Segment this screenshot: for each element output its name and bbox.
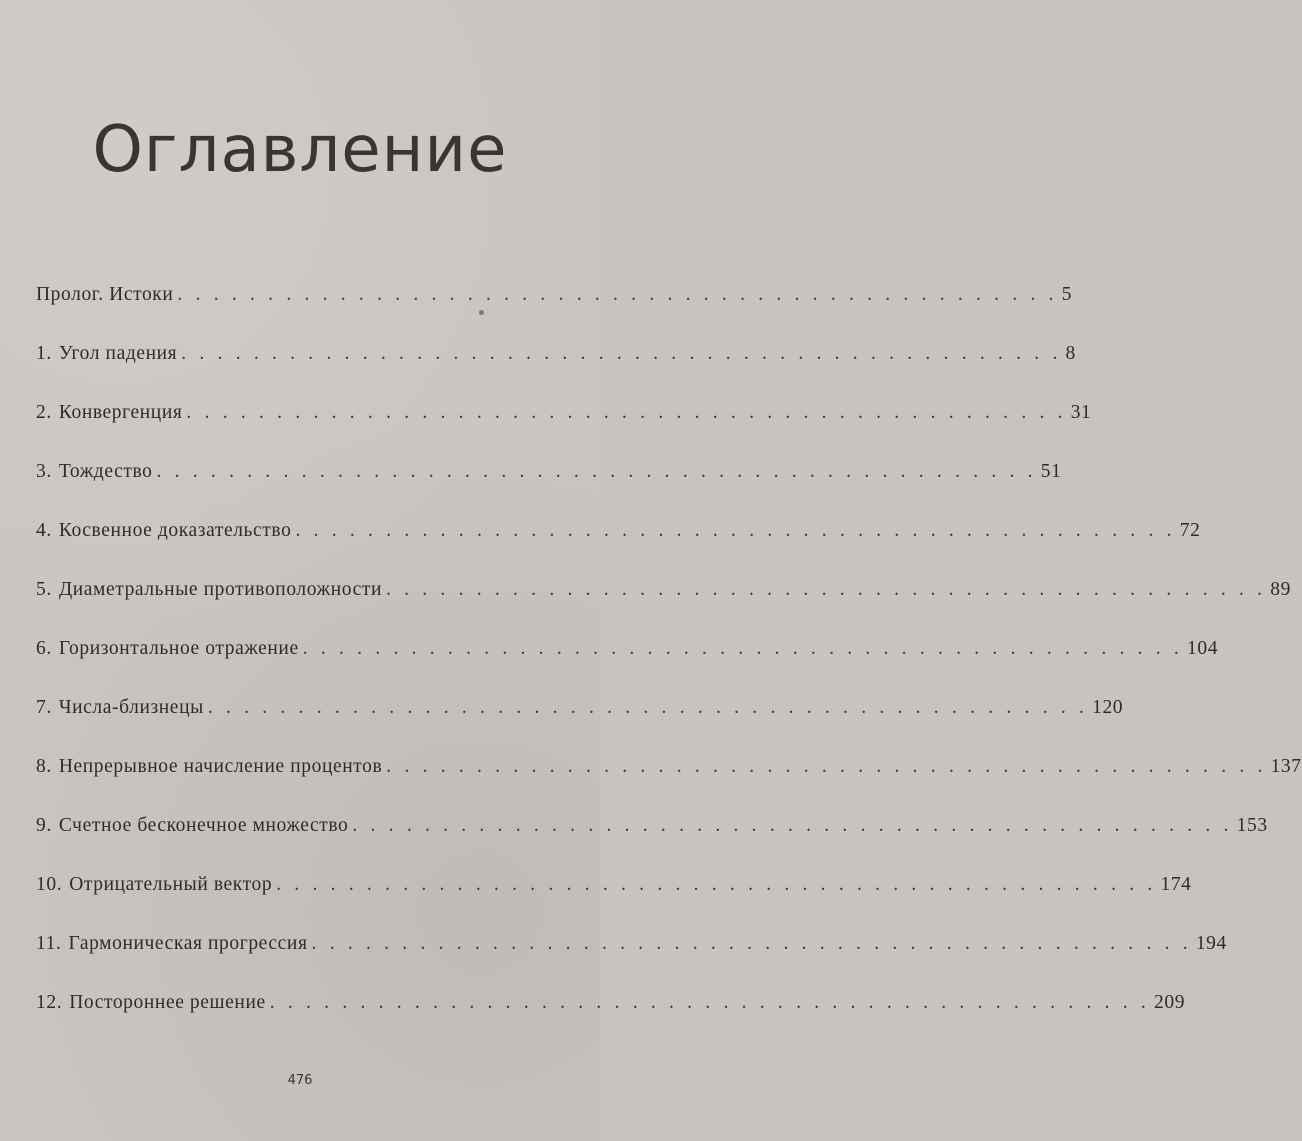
toc-entry-page: 209 <box>1154 992 1186 1013</box>
toc-entry-page: 51 <box>1040 461 1062 482</box>
toc-entry-label: Отрицательный вектор <box>69 874 273 895</box>
toc-entry-number: 5. <box>36 579 52 600</box>
toc-entry-page: 120 <box>1092 697 1124 718</box>
toc-entry-page: 31 <box>1070 402 1092 423</box>
toc-entry-number: 8. <box>36 756 52 777</box>
toc-entry-label: Диаметральные противоположности <box>58 579 382 600</box>
toc-entry-9[interactable] <box>36 811 1268 841</box>
dot-leader: . . . . . . . . . . . . . . . . . . . . . . . . . . . . . . . . . . . . . . . . . . . . . . . . . <box>276 874 1157 895</box>
toc-entry-label: Конвергенция <box>58 402 183 423</box>
toc-entry-12[interactable] <box>36 988 1186 1018</box>
toc-entry-label: Гармоническая прогрессия <box>68 933 308 954</box>
toc-entry-number: 12. <box>36 992 63 1013</box>
dot-leader: . . . . . . . . . . . . . . . . . . . . . . . . . . . . . . . . . . . . . . . . . . . . . . . . . <box>311 933 1192 954</box>
toc-entry-11[interactable] <box>36 929 1227 959</box>
toc-entry-number: 2. <box>36 402 52 423</box>
paper-speck <box>479 310 484 315</box>
toc-entry-6[interactable] <box>36 634 1219 664</box>
toc-entry-label: Числа-близнецы <box>58 697 204 718</box>
dot-leader: . . . . . . . . . . . . . . . . . . . . . . . . . . . . . . . . . . . . . . . . . . . . . . . . . <box>207 697 1089 718</box>
toc-entry-number: 4. <box>36 520 52 541</box>
toc-entry-1[interactable] <box>36 339 1076 369</box>
toc-entry-7[interactable] <box>36 693 1124 723</box>
toc-entry-number: 10. <box>36 874 63 895</box>
dot-leader: . . . . . . . . . . . . . . . . . . . . . . . . . . . . . . . . . . . . . . . . . . . . . . . . . <box>295 520 1176 541</box>
dot-leader: . . . . . . . . . . . . . . . . . . . . . . . . . . . . . . . . . . . . . . . . . . . . . . . . . <box>352 815 1233 836</box>
toc-entry-number: 9. <box>36 815 52 836</box>
page-title: Оглавление <box>92 113 508 187</box>
toc-entry-2[interactable] <box>36 398 1092 428</box>
toc-entry-8[interactable] <box>36 752 1302 782</box>
toc-entry-page: 153 <box>1236 815 1268 836</box>
toc-entry-number: 3. <box>36 461 52 482</box>
page-number: 476 <box>287 1073 313 1088</box>
dot-leader: . . . . . . . . . . . . . . . . . . . . . . . . . . . . . . . . . . . . . . . . . . . . . . . . . <box>177 284 1058 305</box>
toc-entry-4[interactable] <box>36 516 1201 546</box>
toc-entry-label: Пролог. Истоки <box>36 284 174 305</box>
toc-entry-5[interactable] <box>36 575 1291 605</box>
toc-entry-label: Тождество <box>58 461 153 482</box>
toc-entry-label: Непрерывное начисление процентов <box>58 756 383 777</box>
dot-leader: . . . . . . . . . . . . . . . . . . . . . . . . . . . . . . . . . . . . . . . . . . . . . . . . . <box>302 638 1183 659</box>
toc-entry-page: 174 <box>1160 874 1192 895</box>
dot-leader: . . . . . . . . . . . . . . . . . . . . . . . . . . . . . . . . . . . . . . . . . . . . . . . . . <box>385 579 1267 600</box>
dot-leader: . . . . . . . . . . . . . . . . . . . . . . . . . . . . . . . . . . . . . . . . . . . . . . . . . <box>181 343 1062 364</box>
toc-entry-page: 8 <box>1065 343 1076 364</box>
dot-leader: . . . . . . . . . . . . . . . . . . . . . . . . . . . . . . . . . . . . . . . . . . . . . . . . . <box>156 461 1037 482</box>
toc-entry-page: 89 <box>1270 579 1291 600</box>
toc-entry-page: 72 <box>1179 520 1201 541</box>
toc-entry-3[interactable] <box>36 457 1062 487</box>
dot-leader: . . . . . . . . . . . . . . . . . . . . . . . . . . . . . . . . . . . . . . . . . . . . . . . . . <box>269 992 1151 1013</box>
toc-entry-number: 11. <box>36 933 62 954</box>
toc-entry-number: 6. <box>36 638 52 659</box>
toc-entry-page: 137 <box>1270 756 1302 777</box>
toc-entry-label: Счетное бесконечное множество <box>58 815 349 836</box>
toc-entry-label: Косвенное доказательство <box>58 520 292 541</box>
toc-entry-number: 7. <box>36 697 52 718</box>
toc-entry-page: 194 <box>1195 933 1227 954</box>
toc-entry-10[interactable] <box>36 870 1192 900</box>
toc-entry-prolog[interactable] <box>36 280 1073 310</box>
toc-entry-label: Горизонтальное отражение <box>58 638 299 659</box>
toc-entry-page: 5 <box>1061 284 1073 305</box>
dot-leader: . . . . . . . . . . . . . . . . . . . . . . . . . . . . . . . . . . . . . . . . . . . . . . . . . <box>386 756 1267 777</box>
toc-entry-label: Постороннее решение <box>69 992 266 1013</box>
dot-leader: . . . . . . . . . . . . . . . . . . . . . . . . . . . . . . . . . . . . . . . . . . . . . . . . . <box>186 402 1067 423</box>
toc-entry-label: Угол падения <box>58 343 178 364</box>
toc-entry-page: 104 <box>1187 638 1219 659</box>
toc-entry-number: 1. <box>36 343 52 364</box>
